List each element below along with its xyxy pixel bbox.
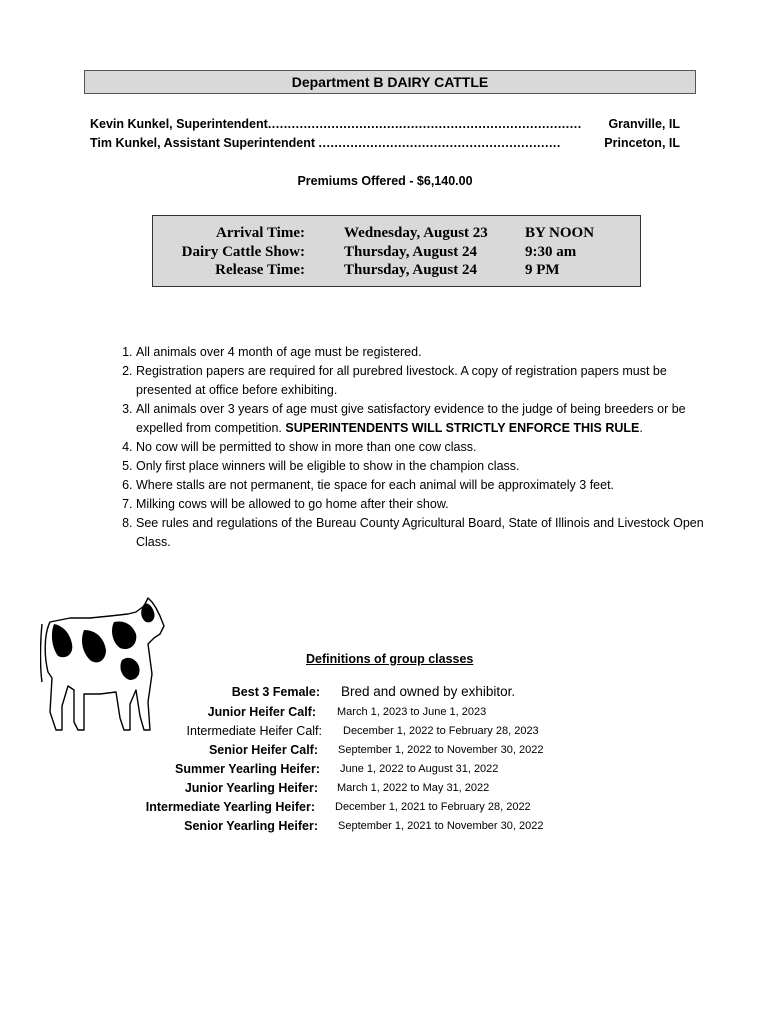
rule-item xyxy=(136,400,716,438)
definition-row xyxy=(0,800,770,819)
definition-row xyxy=(0,762,770,781)
rule-item xyxy=(136,514,716,552)
definition-label: Best 3 Female: xyxy=(231,685,320,699)
rule-text: Registration papers are required for all purebred livestock. A copy of registration papers must be presented at office before exhibiting. xyxy=(136,364,667,397)
rule-text: Only first place winners will be eligible to show in the champion class. xyxy=(136,459,520,473)
schedule-labels xyxy=(153,224,305,280)
definition-label: Senior Yearling Heifer: xyxy=(184,819,318,833)
definition-value: March 1, 2022 to May 31, 2022 xyxy=(337,782,490,794)
rule-item xyxy=(136,438,716,457)
definition-value: June 1, 2022 to August 31, 2022 xyxy=(340,763,499,775)
rule-item xyxy=(136,457,716,476)
schedule-day: Thursday, August 24 xyxy=(344,243,477,260)
definition-row xyxy=(0,685,770,704)
definition-row xyxy=(0,819,770,838)
rule-text: Where stalls are not permanent, tie space for each animal will be approximately 3 feet. xyxy=(136,478,615,492)
definition-value: December 1, 2021 to February 28, 2022 xyxy=(335,801,531,813)
definition-value: December 1, 2022 to February 28, 2023 xyxy=(343,725,539,737)
schedule-times xyxy=(525,224,594,280)
definition-label: Intermediate Yearling Heifer: xyxy=(145,800,315,814)
rules-list xyxy=(111,343,716,552)
leader-dots: ............................................................................... xyxy=(267,117,582,131)
rule-emphasis: SUPERINTENDENTS WILL STRICTLY ENFORCE THIS RULE xyxy=(285,421,640,435)
rule-item xyxy=(136,476,716,495)
rule-text: Milking cows will be allowed to go home after their show. xyxy=(136,497,449,511)
definition-label: Junior Yearling Heifer: xyxy=(184,781,318,795)
definition-row xyxy=(0,705,770,724)
definition-row xyxy=(0,781,770,800)
definition-label: Summer Yearling Heifer: xyxy=(175,762,320,776)
assistant-superintendent-line xyxy=(90,136,680,150)
rule-text: All animals over 4 month of age must be registered. xyxy=(136,345,422,359)
definition-label: Junior Heifer Calf: xyxy=(207,705,316,719)
leader-dots: ............................................................. xyxy=(318,136,561,150)
premiums-offered: Premiums Offered - $6,140.00 xyxy=(297,174,473,188)
schedule-time: 9 PM xyxy=(525,262,560,278)
rule-text: See rules and regulations of the Bureau County Agricultural Board, State of Illinois and Livestock Open Class. xyxy=(136,516,704,549)
rule-item xyxy=(136,495,716,514)
rule-text: No cow will be permitted to show in more than one cow class. xyxy=(136,440,477,454)
schedule-day: Thursday, August 24 xyxy=(344,262,477,278)
schedule-label: Arrival Time: xyxy=(215,225,305,241)
assistant-name: Tim Kunkel, Assistant Superintendent xyxy=(90,136,316,150)
rule-text-end: . xyxy=(639,421,643,435)
superintendent-location: Granville, IL xyxy=(608,117,680,131)
schedule-time: 9:30 am xyxy=(525,243,577,260)
rule-item xyxy=(136,362,716,400)
page-title: Department B DAIRY CATTLE xyxy=(84,70,696,94)
superintendent-name: Kevin Kunkel, Superintendent xyxy=(90,117,268,131)
schedule-label: Dairy Cattle Show: xyxy=(181,243,305,260)
schedule-box xyxy=(152,215,641,287)
schedule-time: BY NOON xyxy=(525,225,595,241)
definition-value: September 1, 2022 to November 30, 2022 xyxy=(338,744,544,756)
schedule-day: Wednesday, August 23 xyxy=(344,225,488,241)
definition-label: Intermediate Heifer Calf: xyxy=(186,724,322,738)
definition-value: March 1, 2023 to June 1, 2023 xyxy=(337,706,487,718)
schedule-days xyxy=(344,224,488,280)
assistant-location: Princeton, IL xyxy=(604,136,680,150)
definition-label: Senior Heifer Calf: xyxy=(208,743,318,757)
rule-item xyxy=(136,343,716,362)
definition-row xyxy=(0,743,770,762)
schedule-label: Release Time: xyxy=(215,262,305,278)
definitions-title: Definitions of group classes xyxy=(306,652,474,666)
superintendent-line xyxy=(90,117,680,131)
rule-text: All animals over 3 years of age must give satisfactory evidence to the judge of being breeders or be expelled from competition. xyxy=(136,402,686,435)
definition-row xyxy=(0,724,770,743)
definition-value: Bred and owned by exhibitor. xyxy=(341,684,516,699)
definition-value: September 1, 2021 to November 30, 2022 xyxy=(338,820,544,832)
